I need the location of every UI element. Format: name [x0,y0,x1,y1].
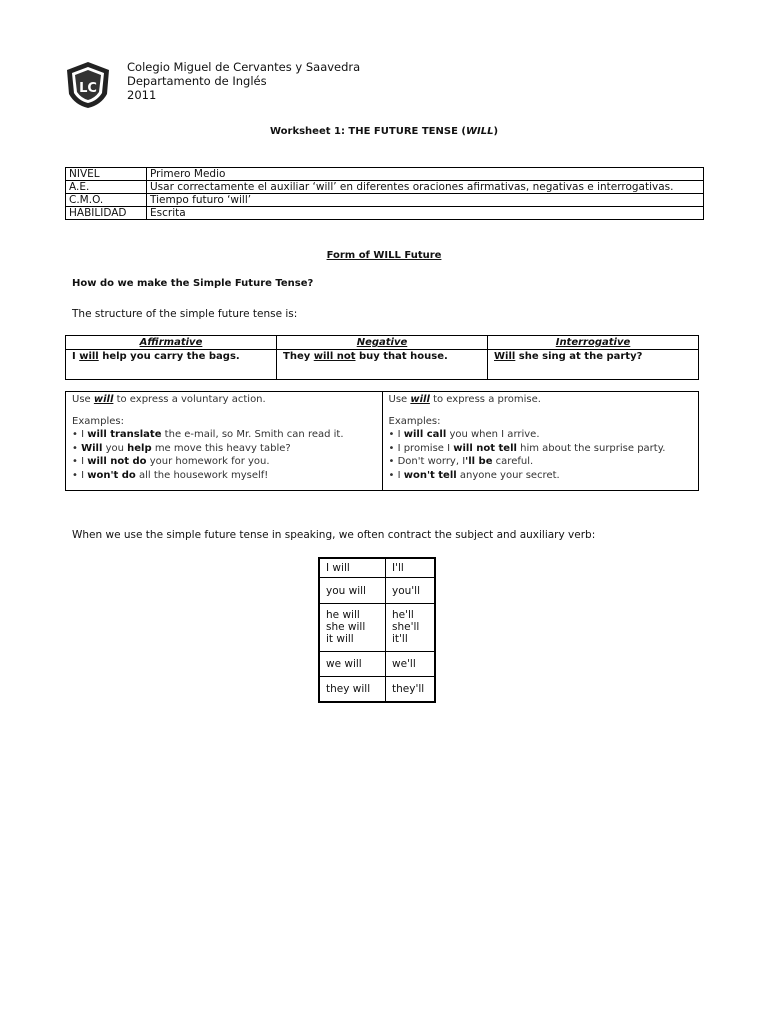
contraction-row [319,677,435,703]
form-heading: Form of WILL Future [326,250,442,261]
will-word: Will [494,351,516,362]
info-row [66,207,704,220]
text-part: • I promise I [388,442,454,454]
contractions-table [318,557,436,703]
text-part: careful. [492,456,534,467]
full-form [319,604,386,652]
short-form [386,604,436,652]
info-table [65,167,704,220]
full-form [319,578,386,604]
text-part: you when I arrive. [446,429,540,440]
text-part: • I [388,429,404,440]
question-heading: How do we make the Simple Future Tense? [72,278,314,289]
text-part: him about the surprise party. [516,442,666,454]
title-prefix: Worksheet 1: THE FUTURE TENSE ( [269,126,466,137]
short-form [386,558,436,578]
bold-part: will call [403,429,447,440]
short-form-text: it'll [392,633,408,645]
text-part: • [72,442,82,454]
info-key: NIVEL [66,168,147,181]
full-form-text: I will [326,562,350,574]
example-line [389,469,693,483]
example-line [72,469,376,483]
info-value: Tiempo futuro ‘will’ [147,194,704,207]
will-word: will not [313,351,356,362]
example-line [389,428,693,442]
header-interrogative: Interrogative [488,336,699,350]
short-form-text: we'll [392,658,416,670]
text-part: Use [388,394,411,405]
contraction-text: When we use the simple future tense in speaking, we often contract the subject and auxiliary verb: [72,529,596,541]
contraction-row [319,578,435,604]
info-key: C.M.O. [66,194,147,207]
bold-part: Will [81,442,103,454]
bold-part: help [127,442,152,454]
text-part: • I [388,469,404,481]
info-row [66,181,704,194]
short-form-text: I'll [392,562,404,574]
contraction-row [319,558,435,578]
school-year: 2011 [127,88,157,102]
voluntary-action-cell [66,392,383,491]
short-form [386,652,436,677]
full-form [319,677,386,703]
text-part: the e-mail, so Mr. Smith can read it. [161,429,344,440]
bold-part: won't do [87,469,136,481]
bold-part: will not tell [453,442,517,454]
bold-part: will translate [87,429,162,440]
text-part: They [283,351,314,362]
bold-part: won't tell [403,469,457,481]
text-part: • Don't worry, I [388,456,466,467]
text-part: she sing at the party? [515,351,643,362]
contraction-row [319,604,435,652]
usage-rule [389,393,693,407]
forms-table [65,335,699,380]
affirmative-example [66,350,277,380]
text-part: • I [72,456,88,467]
svg-text:LC: LC [79,81,97,96]
info-row [66,194,704,207]
example-line [72,428,376,442]
text-part: to express a voluntary action. [113,394,266,405]
text-part: to express a promise. [429,394,541,405]
examples-label: Examples: [72,415,124,427]
full-form-text: he will [326,609,360,621]
text-part: your homework for you. [146,456,270,467]
usage-rule [72,393,376,407]
structure-text: The structure of the simple future tense is: [72,308,298,320]
bold-part: 'll be [465,456,493,467]
negative-example [277,350,488,380]
text-part: • I [72,469,88,481]
title-suffix: ) [493,126,499,137]
info-value: Usar correctamente el auxiliar ‘will’ en diferentes oraciones afirmativas, negativas e interrogativas. [147,181,704,194]
example-line [72,442,376,456]
department-name: Departamento de Inglés [127,74,267,88]
short-form-text: he'll [392,609,414,621]
school-info [127,60,360,102]
usage-table [65,391,699,491]
examples-label: Examples: [388,415,441,427]
full-form-text: we will [326,658,362,670]
school-name: Colegio Miguel de Cervantes y Saavedra [127,60,361,74]
text-part: • I [72,429,88,440]
short-form-text: she'll [392,621,420,633]
info-key: A.E. [66,181,147,194]
text-part: all the housework myself! [135,469,269,481]
example-line [389,442,693,456]
bold-part: will not do [87,456,147,467]
header-affirmative: Affirmative [66,336,277,350]
full-form-text: you will [326,585,366,597]
title-emphasis: WILL [465,126,494,137]
school-crest-logo [63,60,113,110]
short-form [386,677,436,703]
contraction-row [319,652,435,677]
info-value: Escrita [147,207,704,220]
worksheet-title [0,126,768,137]
will-word: will [79,351,99,362]
example-line [389,455,693,469]
full-form-text: she will [326,621,366,633]
interrogative-example [488,350,699,380]
full-form [319,558,386,578]
full-form-text: it will [326,633,354,645]
will-word: will [410,394,430,405]
text-part: you [102,442,128,454]
example-line [72,455,376,469]
full-form [319,652,386,677]
text-part: me move this heavy table? [151,442,291,454]
short-form [386,578,436,604]
header-negative: Negative [277,336,488,350]
text-part: help you carry the bags. [98,351,240,362]
info-key: HABILIDAD [66,207,147,220]
short-form-text: they'll [392,683,425,695]
will-word: will [93,394,114,405]
text-part: I [72,351,80,362]
text-part: buy that house. [355,351,448,362]
text-part: Use [72,394,94,405]
info-value: Primero Medio [147,168,704,181]
letterhead [63,60,463,116]
short-form-text: you'll [392,585,421,597]
full-form-text: they will [326,683,371,695]
text-part: anyone your secret. [456,469,560,481]
info-row [66,168,704,181]
promise-cell [382,392,699,491]
